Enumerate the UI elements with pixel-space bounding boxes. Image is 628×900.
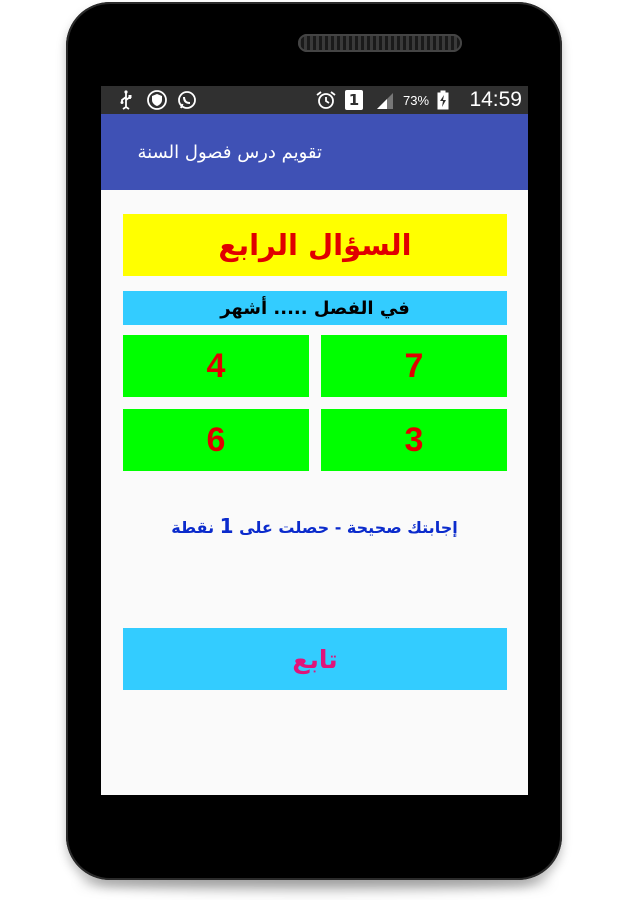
battery-percent: 73% <box>403 93 430 108</box>
answer-option-6[interactable]: 6 <box>123 409 309 471</box>
answer-option-3[interactable]: 3 <box>321 409 507 471</box>
status-bar <box>101 86 528 114</box>
feedback-text-after: نقطة <box>171 518 215 537</box>
battery-charging-icon <box>437 90 449 110</box>
feedback-points: 1 <box>219 514 234 538</box>
alarm-icon <box>315 90 337 110</box>
signal-icon <box>375 90 395 110</box>
notification-count-icon: 1 <box>345 90 363 110</box>
phone-screen <box>101 86 528 795</box>
next-button[interactable]: تابع <box>123 628 507 690</box>
usb-icon <box>119 90 133 110</box>
app-title: تقويم درس فصول السنة <box>137 142 322 163</box>
feedback-text-before: إجابتك صحيحة - حصلت على <box>239 518 458 537</box>
question-text: في الفصل ..... أشهر <box>123 291 507 325</box>
answer-feedback <box>101 514 528 538</box>
status-time: 14:59 <box>469 88 522 111</box>
shield-icon <box>147 90 167 110</box>
answer-option-4[interactable]: 4 <box>123 335 309 397</box>
answer-option-7[interactable]: 7 <box>321 335 507 397</box>
quiz-content <box>101 190 528 795</box>
whatsapp-icon <box>177 90 197 110</box>
question-title: السؤال الرابع <box>123 214 507 276</box>
earpiece-speaker <box>298 34 462 52</box>
app-bar <box>101 114 528 190</box>
